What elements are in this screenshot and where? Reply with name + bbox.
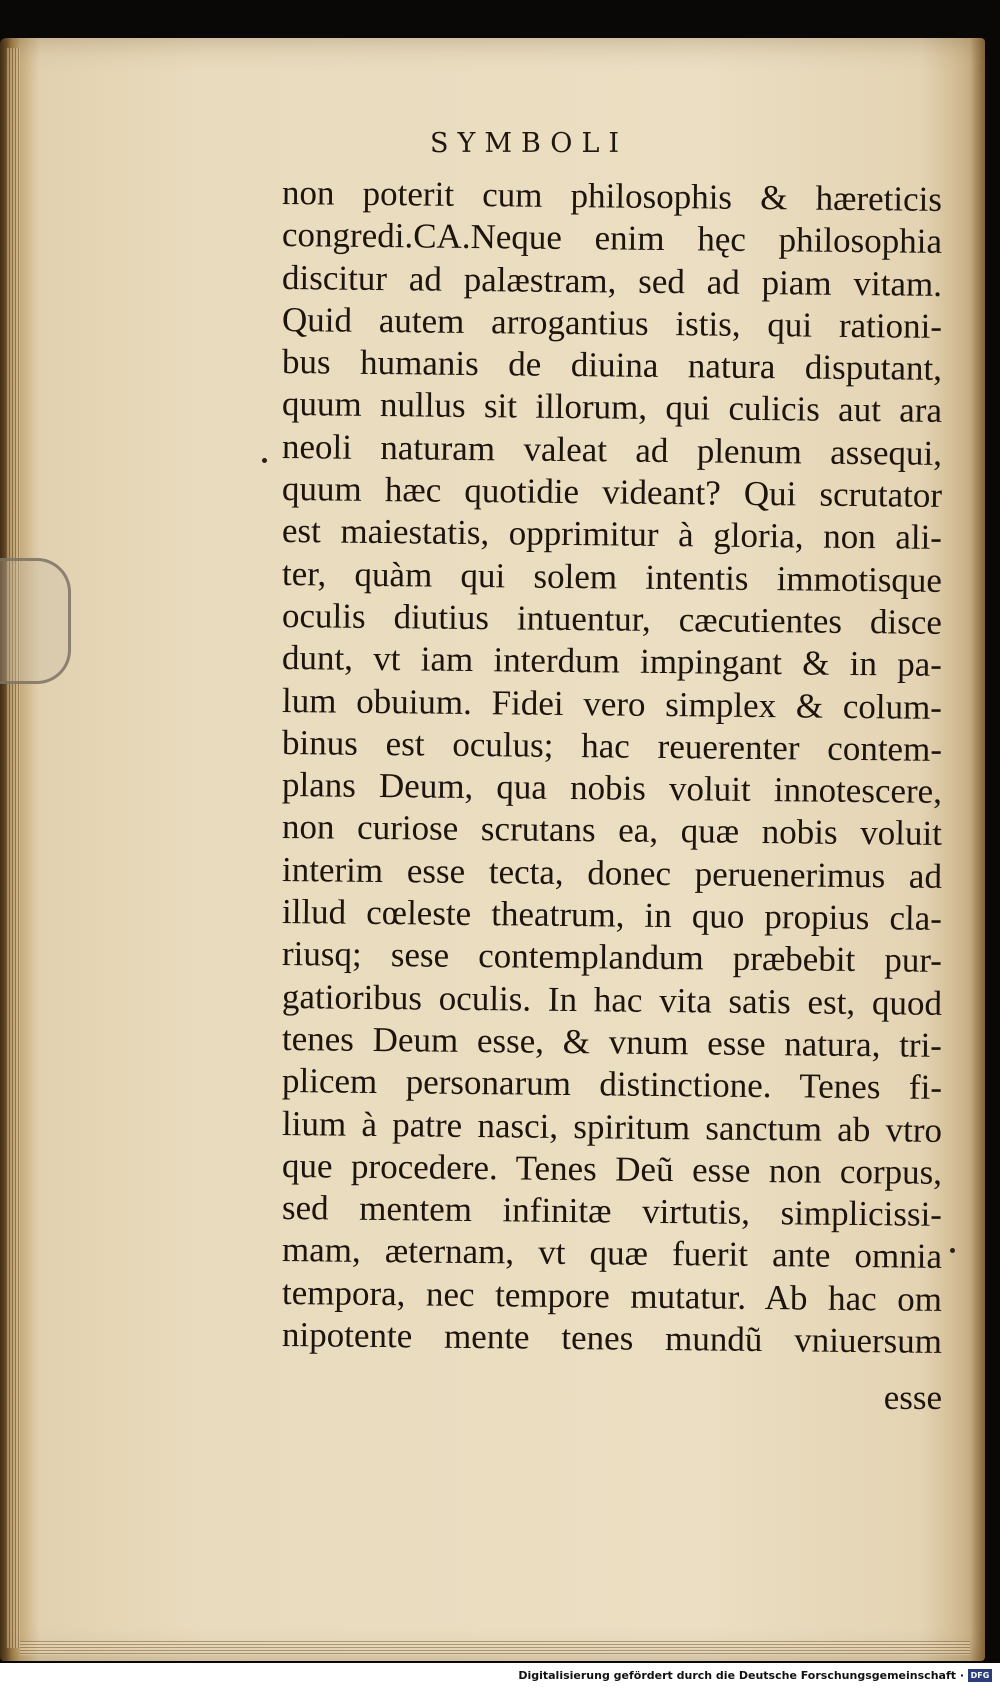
text-line: interim esse tecta, donec peruenerimus ad [281, 849, 943, 896]
ink-speck [950, 1248, 955, 1253]
text-line: binus est oculus; hac reuerenter contem- [281, 722, 943, 769]
text-line: dunt, vt iam interdum impingant & in pa- [281, 638, 943, 685]
text-line: lum obuium. Fidei vero simplex & colum- [281, 680, 943, 727]
text-line: quum hæc quotidie videant? Qui scrutator [281, 469, 943, 515]
text-line: plicem personarum distinctione. Tenes fi- [281, 1061, 943, 1108]
text-line: que procedere. Tenes Deũ esse non corpus, [281, 1145, 943, 1192]
text-line: ter, quàm qui solem intentis immotisque [281, 553, 943, 600]
text-line: tenes Deum esse, & vnum esse natura, tri- [281, 1018, 943, 1065]
text-line: illud cœleste theatrum, in quo propius cla- [281, 892, 943, 938]
text-line: mam, æternam, vt quæ fuerit ante omnia [281, 1230, 943, 1277]
funding-credit: Digitalisierung gefördert durch die Deutsche Forschungsgemeinschaft · [518, 1669, 964, 1682]
text-line: gatioribus oculis. In hac vita satis est, quod [281, 976, 943, 1023]
text-line: lium à patre nasci, spiritum sanctum ab vtro [281, 1103, 943, 1150]
digitization-footer [0, 1663, 1000, 1687]
text-line: oculis diutius intuentur, cæcutientes disce [281, 595, 943, 642]
text-line: Quid autem arrogantius istis, qui rationi- [281, 299, 943, 346]
text-line: bus humanis de diuina natura disputant, [281, 342, 943, 389]
text-line: tempora, nec tempore mutatur. Ab hac om [281, 1272, 943, 1319]
running-head: SYMBOLI [430, 128, 629, 159]
text-line: riusq; sese contemplandum præbebit pur- [281, 934, 943, 981]
text-line: plans Deum, qua nobis voluit innotescere, [281, 765, 943, 812]
text-line: quum nullus sit illorum, qui culicis aut ara [281, 384, 943, 431]
text-line: nipotente mente tenes mundũ vniuersum [281, 1315, 943, 1361]
body-text [281, 172, 943, 1361]
text-line: neoli naturam valeat ad plenum assequi, [281, 426, 943, 473]
text-line: sed mentem infinitæ virtutis, simplicissi- [281, 1188, 943, 1235]
text-line: non curiose scrutans ea, quæ nobis voluit [281, 807, 943, 854]
text-line: discitur ad palæstram, sed ad piam vitam. [281, 257, 943, 304]
text-line: est maiestatis, opprimitur à gloria, non ali- [281, 511, 943, 558]
ink-speck [262, 458, 267, 463]
text-line: non poterit cum philosophis & hæreticis [281, 173, 943, 219]
catchword: esse [883, 1378, 942, 1417]
text-line: congredi.CA.Neque enim hęc philosophia [281, 215, 943, 262]
dfg-logo: DFG [968, 1669, 992, 1682]
page-clip [0, 558, 71, 684]
